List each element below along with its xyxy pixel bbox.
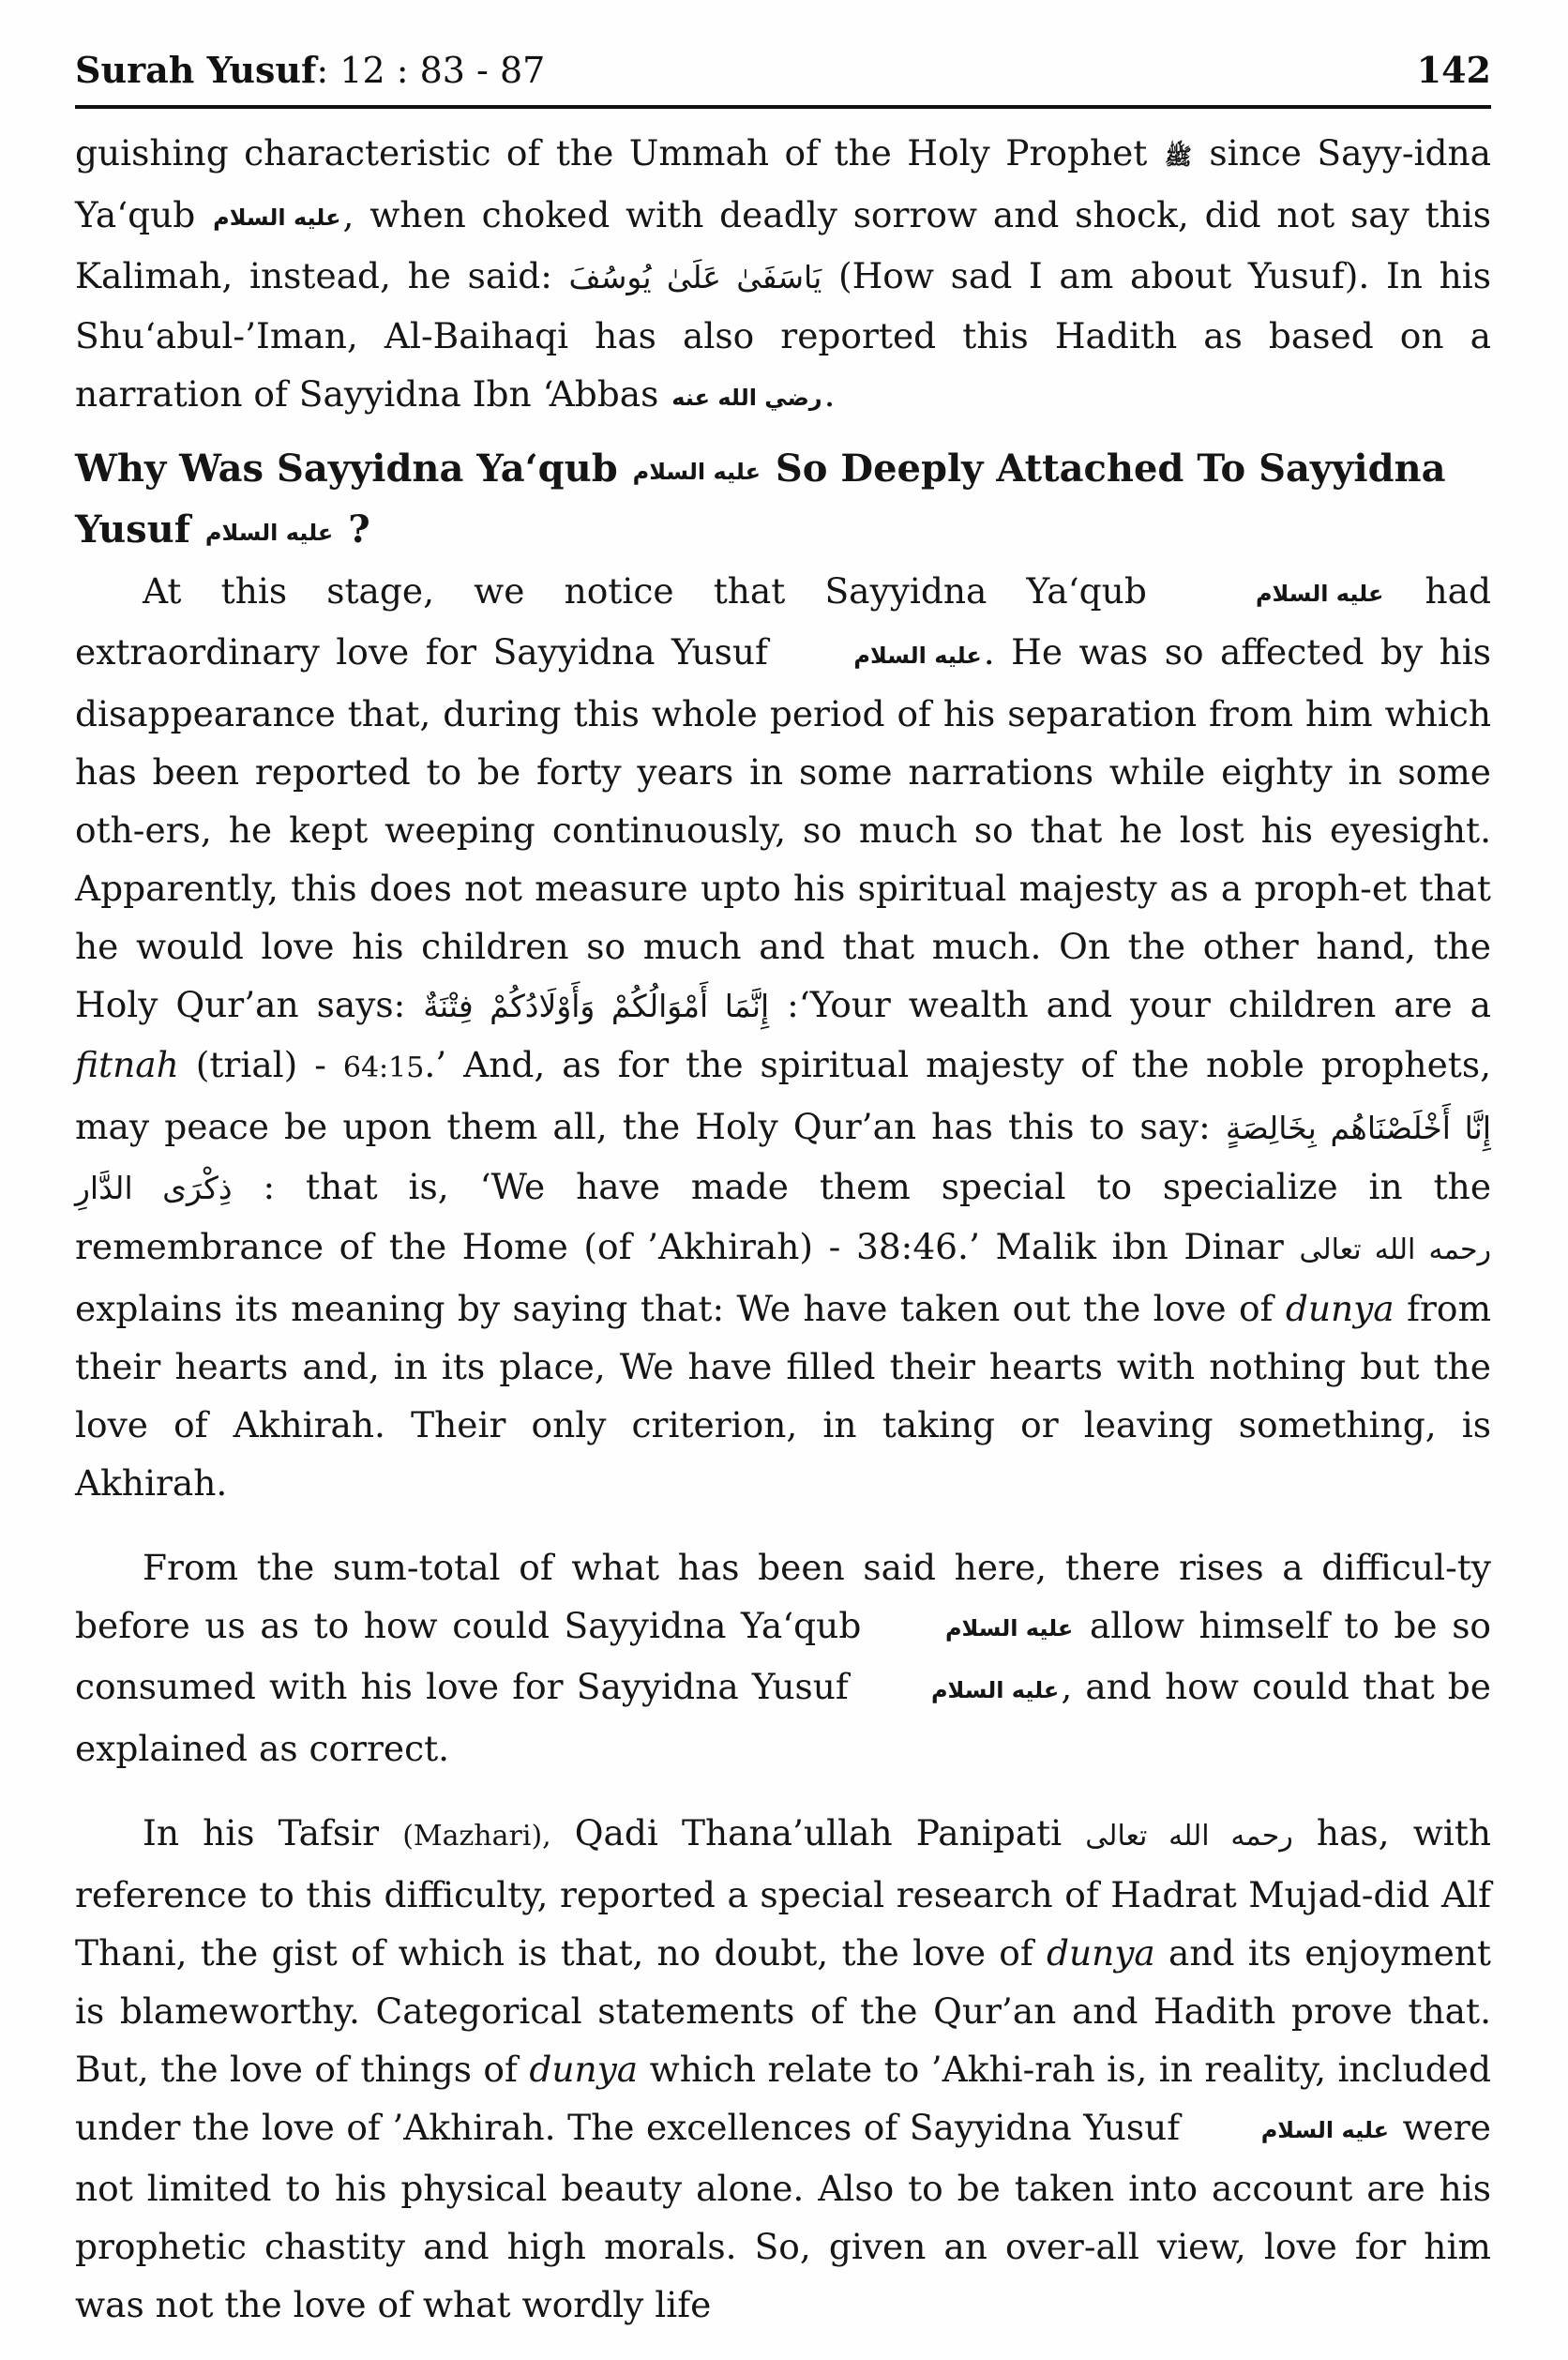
source-name: (Mazhari),	[402, 1819, 551, 1853]
text-run: were not limited to his physical beauty alone. Also to be taken into account are his prophetic chastity and high morals. So, given an over-all view, love for him was not the love of what wordly life	[75, 2106, 1492, 2325]
header-title	[75, 49, 545, 91]
salutation-icon: ﷺ	[1164, 143, 1192, 170]
salutation-icon: عليه السلام	[204, 519, 334, 546]
paragraph-2	[75, 562, 1491, 1512]
supplication-icon: رحمه الله تعالى	[1085, 1819, 1293, 1853]
arabic-verse: إِنَّمَا أَمْوَالُكُمْ وَأَوْلَادُكُمْ فِتْنَةٌ	[423, 987, 770, 1024]
italic-term: dunya	[1285, 1287, 1395, 1329]
text-run: from their hearts and, in its place, We have filled their hearts with nothing but the love of Akhirah. Their only criterion, in taking or leaving something, is Akhirah.	[75, 1287, 1492, 1504]
salutation-icon: رضي الله عنه	[671, 384, 822, 411]
text-run: In his Tafsir	[143, 1811, 380, 1853]
supplication-icon: رحمه الله تعالى	[1299, 1233, 1491, 1266]
text-run: . He was so affected by his disappearance that, during this whole period of his separation from him which has been reported to be forty years in some narrations while eighty in some oth-ers, he kept weeping continuously, so much so that he lost his eyesight. Apparently, this does not measure upto his spiritual majesty as a proph-et that he would love his children so much and that much. On the other hand, the Holy Qur’an says:	[75, 631, 1491, 1025]
running-header	[75, 45, 1491, 101]
text-run: .’ And, as for the spiritual majesty of the noble prophets, may peace be upon them all, the Holy Qur’an has this to say:	[75, 1043, 1492, 1147]
verse-ref: 64:15	[342, 1051, 425, 1084]
text-run: :‘Your wealth and your children are a	[787, 983, 1491, 1025]
heading-text: Why Was Sayyidna Ya‘qub	[75, 446, 618, 491]
text-run: has, with reference to this difficulty, reported a special research of Hadrat Mujad-did Alf Thani, the gist of which is that, no doubt, the love of	[75, 1811, 1492, 1974]
text-run: explains its meaning by saying that: We have taken out the love of	[75, 1287, 1274, 1329]
text-run: and its enjoyment is blameworthy. Categorical statements of the Qur’an and Hadith prove that. But, the love of things of	[75, 1931, 1492, 2090]
text-run: which relate to ’Akhi-rah is, in reality, included under the love of ’Akhirah. The excellences of Sayyidna Yusuf	[75, 2048, 1491, 2148]
heading-text: So Deeply Attached To Sayyidna Yusuf	[75, 446, 1446, 552]
section-heading	[75, 440, 1491, 562]
header-rule	[75, 105, 1491, 109]
verse-reference: : 12 : 83 - 87	[316, 50, 546, 91]
heading-text: ?	[348, 507, 370, 552]
text-run: Qadi Thana’ullah Panipati	[574, 1811, 1063, 1853]
text-run: , when choked with deadly sorrow and shock, did not say this Kalimah, instead, he said:	[75, 193, 1492, 296]
text-run: .	[823, 373, 836, 415]
salutation-icon: عليه السلام	[930, 1676, 1060, 1703]
italic-term: fitnah	[75, 1043, 179, 1085]
salutation-icon: عليه السلام	[944, 1615, 1074, 1641]
page-number: 142	[1416, 49, 1491, 91]
text-run: At this stage, we notice that Sayyidna Ya‘qub	[143, 569, 1147, 612]
paragraph-1	[75, 124, 1491, 427]
text-run: : that is, ‘We have made them special to specialize in the remembrance of the Home (of ’Akhirah) - 38:46.’ Malik ibn Dinar	[75, 1165, 1492, 1267]
text-run: since Sayy-idna Ya‘qub	[75, 132, 1491, 235]
text-run: guishing characteristic of the Ummah of the Holy Prophet	[75, 132, 1148, 174]
arabic-verse: إِنَّا أَخْلَصْنَاهُم بِخَالِصَةٍ ذِكْرَى الدَّارِ	[75, 1109, 1492, 1206]
paragraph-3	[75, 1538, 1491, 1778]
arabic-phrase: يَاسَفَىٰ عَلَىٰ يُوسُفَ	[568, 259, 822, 295]
salutation-icon: عليه السلام	[1255, 581, 1384, 607]
text-run: From the sum-total of what has been said here, there rises a difficul-ty before us as to how could Sayyidna Ya‘qub	[75, 1546, 1491, 1646]
salutation-icon: عليه السلام	[632, 458, 761, 485]
italic-term: dunya	[529, 2048, 639, 2090]
text-run: (trial) -	[195, 1043, 326, 1085]
text-run: had extraordinary love for Sayyidna Yusuf	[75, 569, 1491, 673]
text-run: allow himself to be so consumed with his love for Sayyidna Yusuf	[75, 1604, 1492, 1707]
text-run: (How sad I am about Yusuf). In his Shu‘abul-’Iman, Al-Baihaqi has also reported this Hadith as based on a narration of Sayyidna Ibn ‘Abbas	[75, 255, 1491, 415]
salutation-icon: عليه السلام	[853, 642, 982, 669]
italic-term: dunya	[1046, 1931, 1155, 1974]
salutation-icon: عليه السلام	[1260, 2117, 1390, 2143]
salutation-icon: عليه السلام	[213, 204, 341, 231]
body-text	[75, 124, 1491, 2334]
paragraph-4	[75, 1804, 1491, 2335]
surah-name: Surah Yusuf	[75, 49, 317, 91]
text-run: , and how could that be explained as correct.	[75, 1666, 1492, 1769]
